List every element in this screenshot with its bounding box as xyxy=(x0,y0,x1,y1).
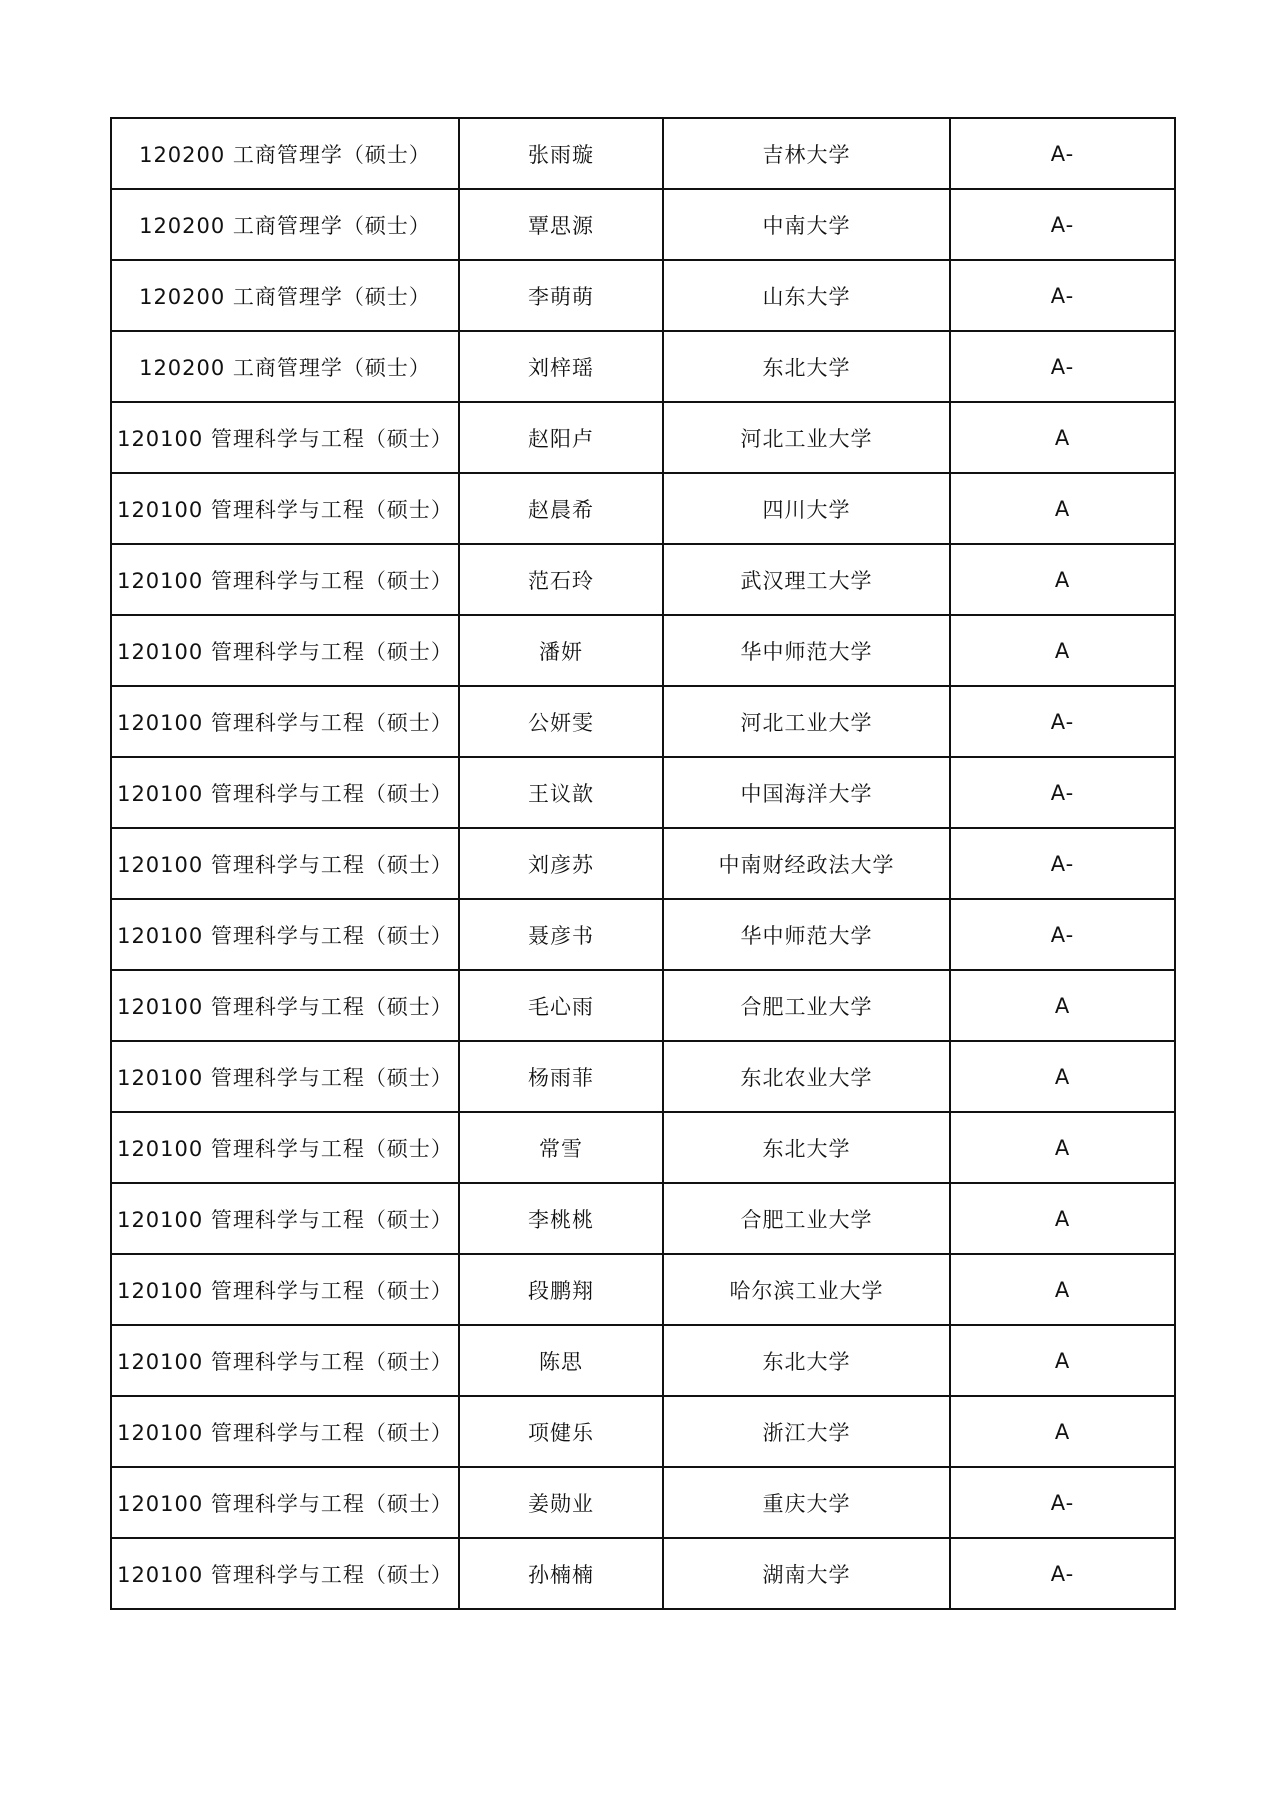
table-row xyxy=(111,544,1175,615)
table-row xyxy=(111,1254,1175,1325)
grade-cell: A- xyxy=(950,757,1175,828)
admission-table xyxy=(110,117,1176,1610)
name-cell: 杨雨菲 xyxy=(459,1041,663,1112)
table-row xyxy=(111,1538,1175,1609)
name-cell: 赵晨希 xyxy=(459,473,663,544)
university-cell: 山东大学 xyxy=(663,260,950,331)
grade-cell: A xyxy=(950,1112,1175,1183)
table-row xyxy=(111,1325,1175,1396)
major-cell: 120100 管理科学与工程（硕士） xyxy=(111,1467,459,1538)
grade-cell: A xyxy=(950,1396,1175,1467)
university-cell: 合肥工业大学 xyxy=(663,970,950,1041)
name-cell: 王议歆 xyxy=(459,757,663,828)
university-cell: 东北大学 xyxy=(663,1112,950,1183)
name-cell: 公妍雯 xyxy=(459,686,663,757)
table-row xyxy=(111,828,1175,899)
major-cell: 120100 管理科学与工程（硕士） xyxy=(111,970,459,1041)
name-cell: 孙楠楠 xyxy=(459,1538,663,1609)
grade-cell: A xyxy=(950,544,1175,615)
university-cell: 吉林大学 xyxy=(663,118,950,189)
major-cell: 120200 工商管理学（硕士） xyxy=(111,331,459,402)
major-cell: 120100 管理科学与工程（硕士） xyxy=(111,757,459,828)
grade-cell: A- xyxy=(950,189,1175,260)
university-cell: 重庆大学 xyxy=(663,1467,950,1538)
grade-cell: A- xyxy=(950,1467,1175,1538)
name-cell: 赵阳卢 xyxy=(459,402,663,473)
grade-cell: A xyxy=(950,473,1175,544)
table-row xyxy=(111,473,1175,544)
name-cell: 刘彦苏 xyxy=(459,828,663,899)
name-cell: 李萌萌 xyxy=(459,260,663,331)
table-row xyxy=(111,686,1175,757)
major-cell: 120100 管理科学与工程（硕士） xyxy=(111,473,459,544)
table-body xyxy=(111,118,1175,1609)
grade-cell: A- xyxy=(950,1538,1175,1609)
name-cell: 李桃桃 xyxy=(459,1183,663,1254)
university-cell: 华中师范大学 xyxy=(663,899,950,970)
name-cell: 聂彦书 xyxy=(459,899,663,970)
major-cell: 120200 工商管理学（硕士） xyxy=(111,260,459,331)
major-cell: 120100 管理科学与工程（硕士） xyxy=(111,1325,459,1396)
university-cell: 合肥工业大学 xyxy=(663,1183,950,1254)
table-row xyxy=(111,1183,1175,1254)
table-row xyxy=(111,757,1175,828)
grade-cell: A xyxy=(950,1183,1175,1254)
grade-cell: A- xyxy=(950,118,1175,189)
name-cell: 段鹏翔 xyxy=(459,1254,663,1325)
university-cell: 中南大学 xyxy=(663,189,950,260)
name-cell: 覃思源 xyxy=(459,189,663,260)
major-cell: 120100 管理科学与工程（硕士） xyxy=(111,899,459,970)
university-cell: 华中师范大学 xyxy=(663,615,950,686)
major-cell: 120100 管理科学与工程（硕士） xyxy=(111,615,459,686)
major-cell: 120100 管理科学与工程（硕士） xyxy=(111,1041,459,1112)
name-cell: 范石玲 xyxy=(459,544,663,615)
major-cell: 120100 管理科学与工程（硕士） xyxy=(111,1396,459,1467)
table-row xyxy=(111,1396,1175,1467)
name-cell: 姜勋业 xyxy=(459,1467,663,1538)
grade-cell: A xyxy=(950,1254,1175,1325)
major-cell: 120100 管理科学与工程（硕士） xyxy=(111,828,459,899)
table-row xyxy=(111,260,1175,331)
university-cell: 湖南大学 xyxy=(663,1538,950,1609)
name-cell: 毛心雨 xyxy=(459,970,663,1041)
table-row xyxy=(111,615,1175,686)
grade-cell: A- xyxy=(950,260,1175,331)
grade-cell: A xyxy=(950,402,1175,473)
university-cell: 中国海洋大学 xyxy=(663,757,950,828)
university-cell: 河北工业大学 xyxy=(663,402,950,473)
name-cell: 刘梓瑶 xyxy=(459,331,663,402)
university-cell: 四川大学 xyxy=(663,473,950,544)
name-cell: 潘妍 xyxy=(459,615,663,686)
major-cell: 120100 管理科学与工程（硕士） xyxy=(111,544,459,615)
grade-cell: A xyxy=(950,1325,1175,1396)
major-cell: 120100 管理科学与工程（硕士） xyxy=(111,1254,459,1325)
university-cell: 东北大学 xyxy=(663,331,950,402)
name-cell: 项健乐 xyxy=(459,1396,663,1467)
table-row xyxy=(111,1041,1175,1112)
university-cell: 东北大学 xyxy=(663,1325,950,1396)
major-cell: 120100 管理科学与工程（硕士） xyxy=(111,686,459,757)
grade-cell: A- xyxy=(950,828,1175,899)
university-cell: 中南财经政法大学 xyxy=(663,828,950,899)
university-cell: 东北农业大学 xyxy=(663,1041,950,1112)
university-cell: 河北工业大学 xyxy=(663,686,950,757)
grade-cell: A- xyxy=(950,331,1175,402)
table-row xyxy=(111,1112,1175,1183)
table-row xyxy=(111,970,1175,1041)
major-cell: 120100 管理科学与工程（硕士） xyxy=(111,1112,459,1183)
major-cell: 120100 管理科学与工程（硕士） xyxy=(111,1183,459,1254)
university-cell: 哈尔滨工业大学 xyxy=(663,1254,950,1325)
grade-cell: A xyxy=(950,615,1175,686)
grade-cell: A xyxy=(950,1041,1175,1112)
name-cell: 常雪 xyxy=(459,1112,663,1183)
name-cell: 张雨璇 xyxy=(459,118,663,189)
university-cell: 浙江大学 xyxy=(663,1396,950,1467)
table-row xyxy=(111,118,1175,189)
grade-cell: A- xyxy=(950,899,1175,970)
major-cell: 120100 管理科学与工程（硕士） xyxy=(111,402,459,473)
major-cell: 120200 工商管理学（硕士） xyxy=(111,118,459,189)
table-row xyxy=(111,1467,1175,1538)
table-row xyxy=(111,899,1175,970)
university-cell: 武汉理工大学 xyxy=(663,544,950,615)
table-row xyxy=(111,402,1175,473)
major-cell: 120100 管理科学与工程（硕士） xyxy=(111,1538,459,1609)
major-cell: 120200 工商管理学（硕士） xyxy=(111,189,459,260)
grade-cell: A- xyxy=(950,686,1175,757)
table-row xyxy=(111,189,1175,260)
grade-cell: A xyxy=(950,970,1175,1041)
name-cell: 陈思 xyxy=(459,1325,663,1396)
table-row xyxy=(111,331,1175,402)
